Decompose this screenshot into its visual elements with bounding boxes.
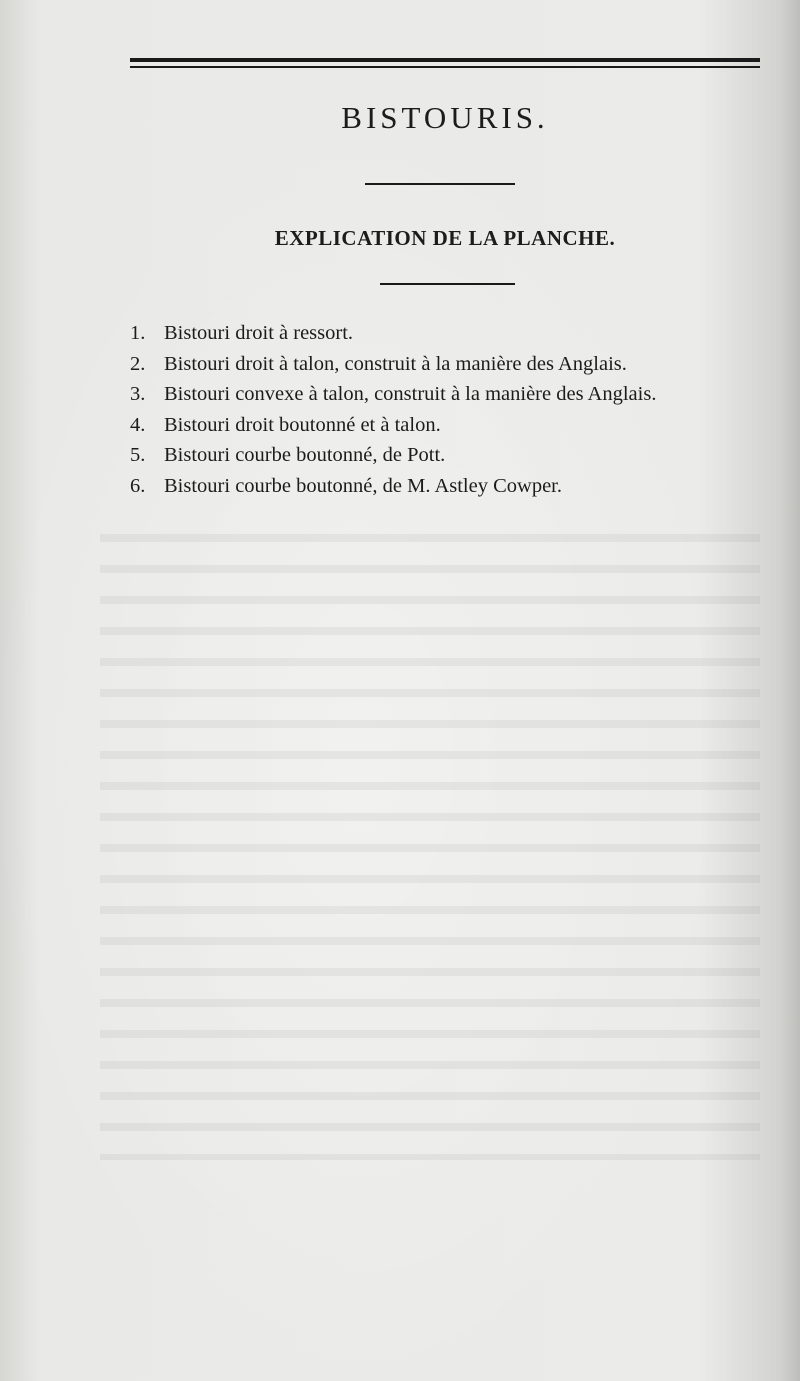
item-number: 3. [130,383,146,405]
top-double-rule [130,58,760,70]
item-number: 1. [130,322,146,344]
item-number: 5. [130,444,146,466]
plate-explanation-heading: EXPLICATION DE LA PLANCHE. [274,226,616,250]
subtitle-divider [380,283,515,285]
list-item [130,440,780,471]
instrument-list [130,318,780,501]
list-item [130,318,780,349]
title-divider [365,183,515,185]
item-text: Bistouri convexe à talon, construit à la manière des Anglais. [164,383,657,405]
item-text: Bistouri courbe boutonné, de M. Astley Cowper. [164,474,562,497]
list-item [130,410,780,441]
item-text: Bistouri droit boutonné et à talon. [164,413,441,436]
bleed-through-texture [100,520,760,1160]
page-title: BISTOURIS. [341,100,549,135]
item-text: Bistouri courbe boutonné, de Pott. [164,444,446,466]
list-item [130,379,780,410]
list-item [130,349,780,380]
item-text: Bistouri droit à talon, construit à la manière des Anglais. [164,352,627,375]
item-text: Bistouri droit à ressort. [164,322,354,344]
top-rule-thick [130,58,760,62]
top-rule-thin [130,66,760,68]
item-number: 4. [130,413,146,436]
item-number: 6. [130,474,146,497]
list-item [130,471,780,502]
item-number: 2. [130,352,146,375]
